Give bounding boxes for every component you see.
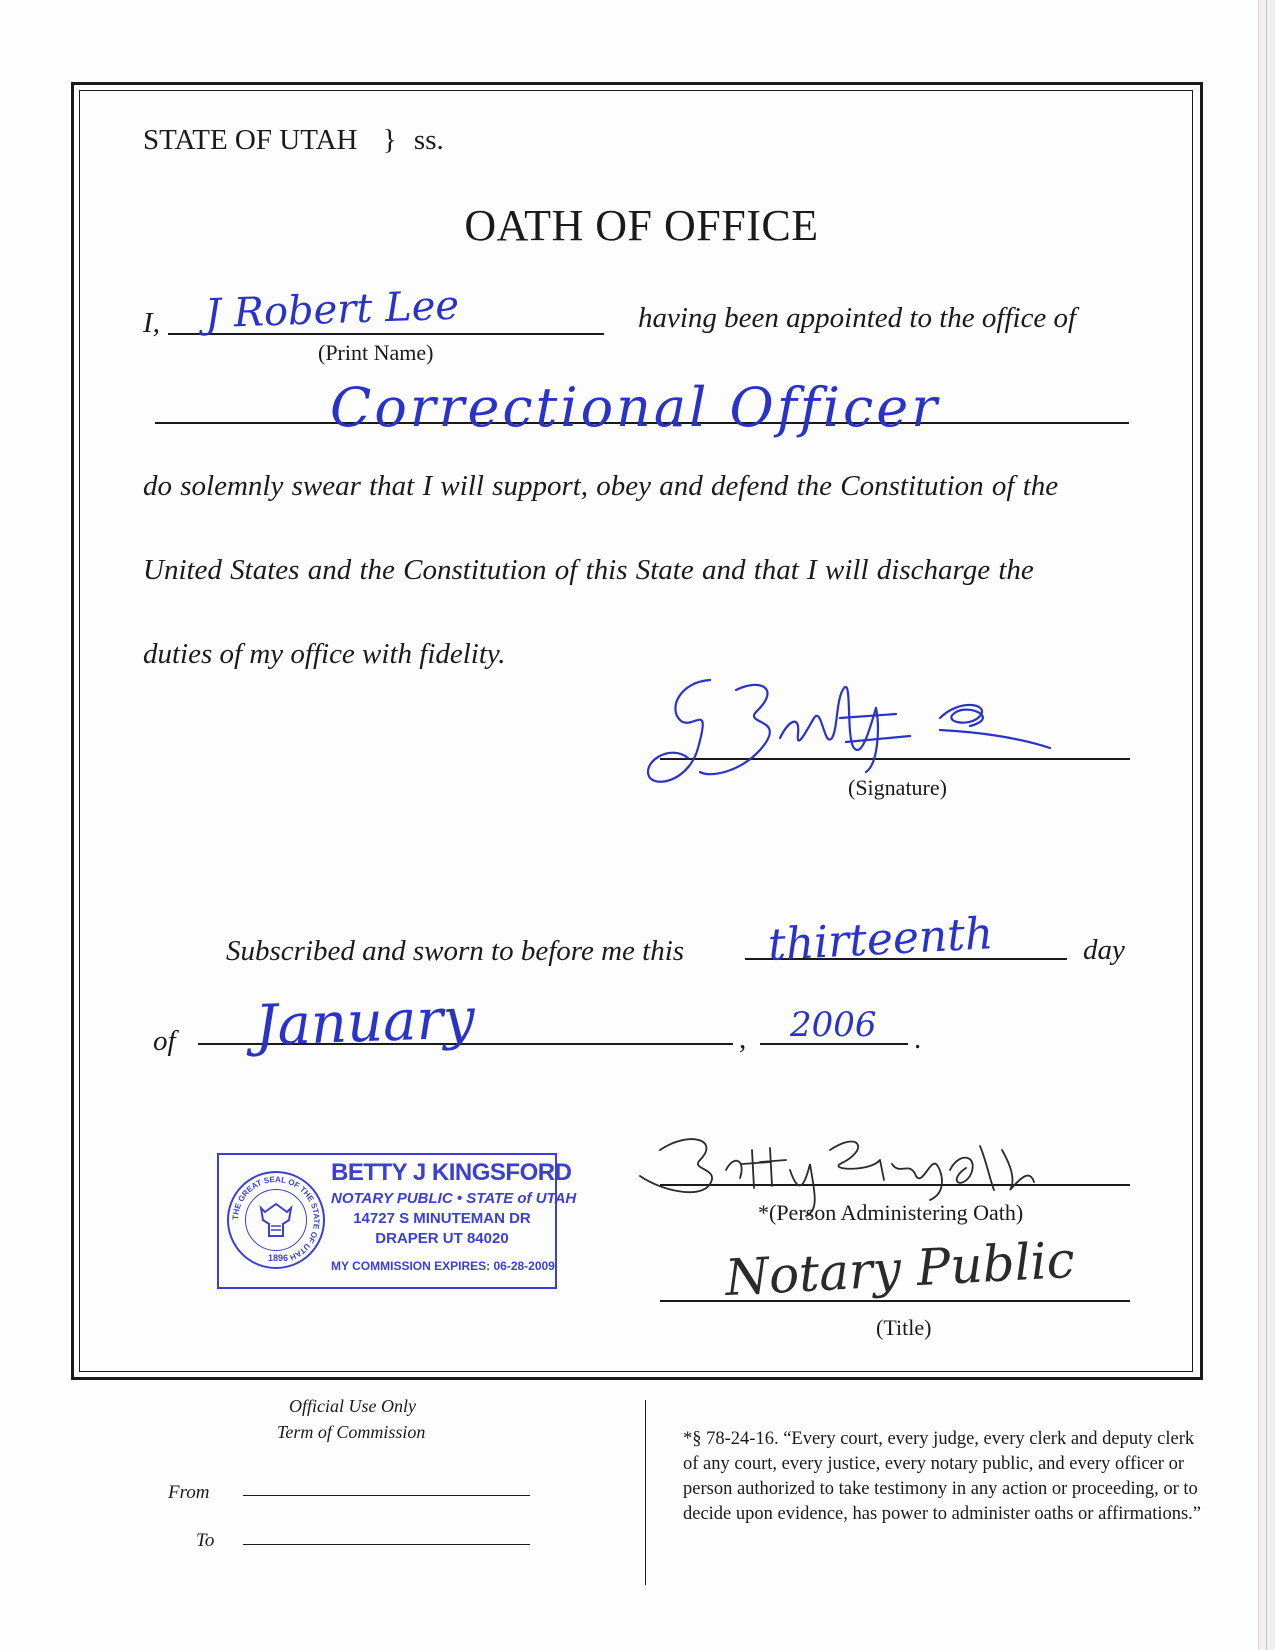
period: . — [914, 1023, 922, 1055]
state-seal — [227, 1171, 325, 1269]
title-label: (Title) — [876, 1315, 932, 1340]
from-label: From — [168, 1482, 210, 1503]
ss-label: ss. — [413, 124, 444, 156]
footer-divider — [645, 1400, 646, 1585]
to-label: To — [196, 1530, 215, 1551]
print-name-label: (Print Name) — [318, 340, 434, 365]
administering-label: *(Person Administering Oath) — [758, 1200, 1024, 1225]
notary-public-line: NOTARY PUBLIC • STATE of UTAH — [331, 1190, 577, 1207]
term-of-commission-heading: Term of Commission — [277, 1422, 426, 1442]
appointed-text: having been appointed to the office of — [638, 302, 1077, 334]
official-use-heading: Official Use Only — [289, 1396, 416, 1416]
from-line — [243, 1495, 530, 1496]
title-handwritten: Notary Public — [723, 1230, 1076, 1308]
notary-address: 14727 S MINUTEMAN DR — [353, 1210, 531, 1227]
statute-footnote: *§ 78-24-16. “Every court, every judge, every clerk and deputy clerk of any court, every justice, every notary public, and every officer or person authorized to take testimony in any action or proceeding, or to decide upon evidence, has power to administer oaths or affirmations.” — [683, 1429, 1202, 1524]
eagle-icon — [259, 1202, 293, 1240]
comma: , — [739, 1023, 747, 1055]
oath-line-3: duties of my office with fidelity. — [143, 638, 506, 670]
signature-label: (Signature) — [848, 775, 947, 800]
name-handwritten: J Robert Lee — [204, 282, 460, 338]
brace: } — [382, 124, 397, 156]
of-label: of — [153, 1025, 176, 1057]
notary-name: BETTY J KINGSFORD — [331, 1159, 572, 1186]
oath-line-1: do solemnly swear that I will support, obey and defend the Constitution of the — [143, 470, 1059, 502]
month-handwritten: January — [253, 986, 476, 1059]
year-handwritten: 2006 — [790, 1005, 877, 1045]
day-label: day — [1083, 934, 1125, 966]
notary-city: DRAPER UT 84020 — [375, 1230, 509, 1247]
i-prefix: I, — [143, 307, 160, 339]
notary-stamp — [217, 1153, 577, 1289]
page-title: OATH OF OFFICE — [464, 201, 819, 250]
state-name: STATE OF UTAH — [143, 124, 358, 156]
commission-expires: MY COMMISSION EXPIRES: 06-28-2009 — [331, 1259, 555, 1273]
day-handwritten: thirteenth — [766, 908, 995, 971]
office-handwritten: Correctional Officer — [330, 376, 941, 439]
oath-line-2: United States and the Constitution of this State and that I will discharge the — [143, 554, 1034, 586]
seal-text: THE GREAT SEAL OF THE STATE OF UTAH — [230, 1174, 322, 1263]
seal-year: 1896 — [267, 1253, 289, 1263]
state-heading — [143, 124, 444, 157]
sworn-prefix: Subscribed and sworn to before me this — [226, 935, 685, 967]
to-line — [243, 1544, 530, 1545]
